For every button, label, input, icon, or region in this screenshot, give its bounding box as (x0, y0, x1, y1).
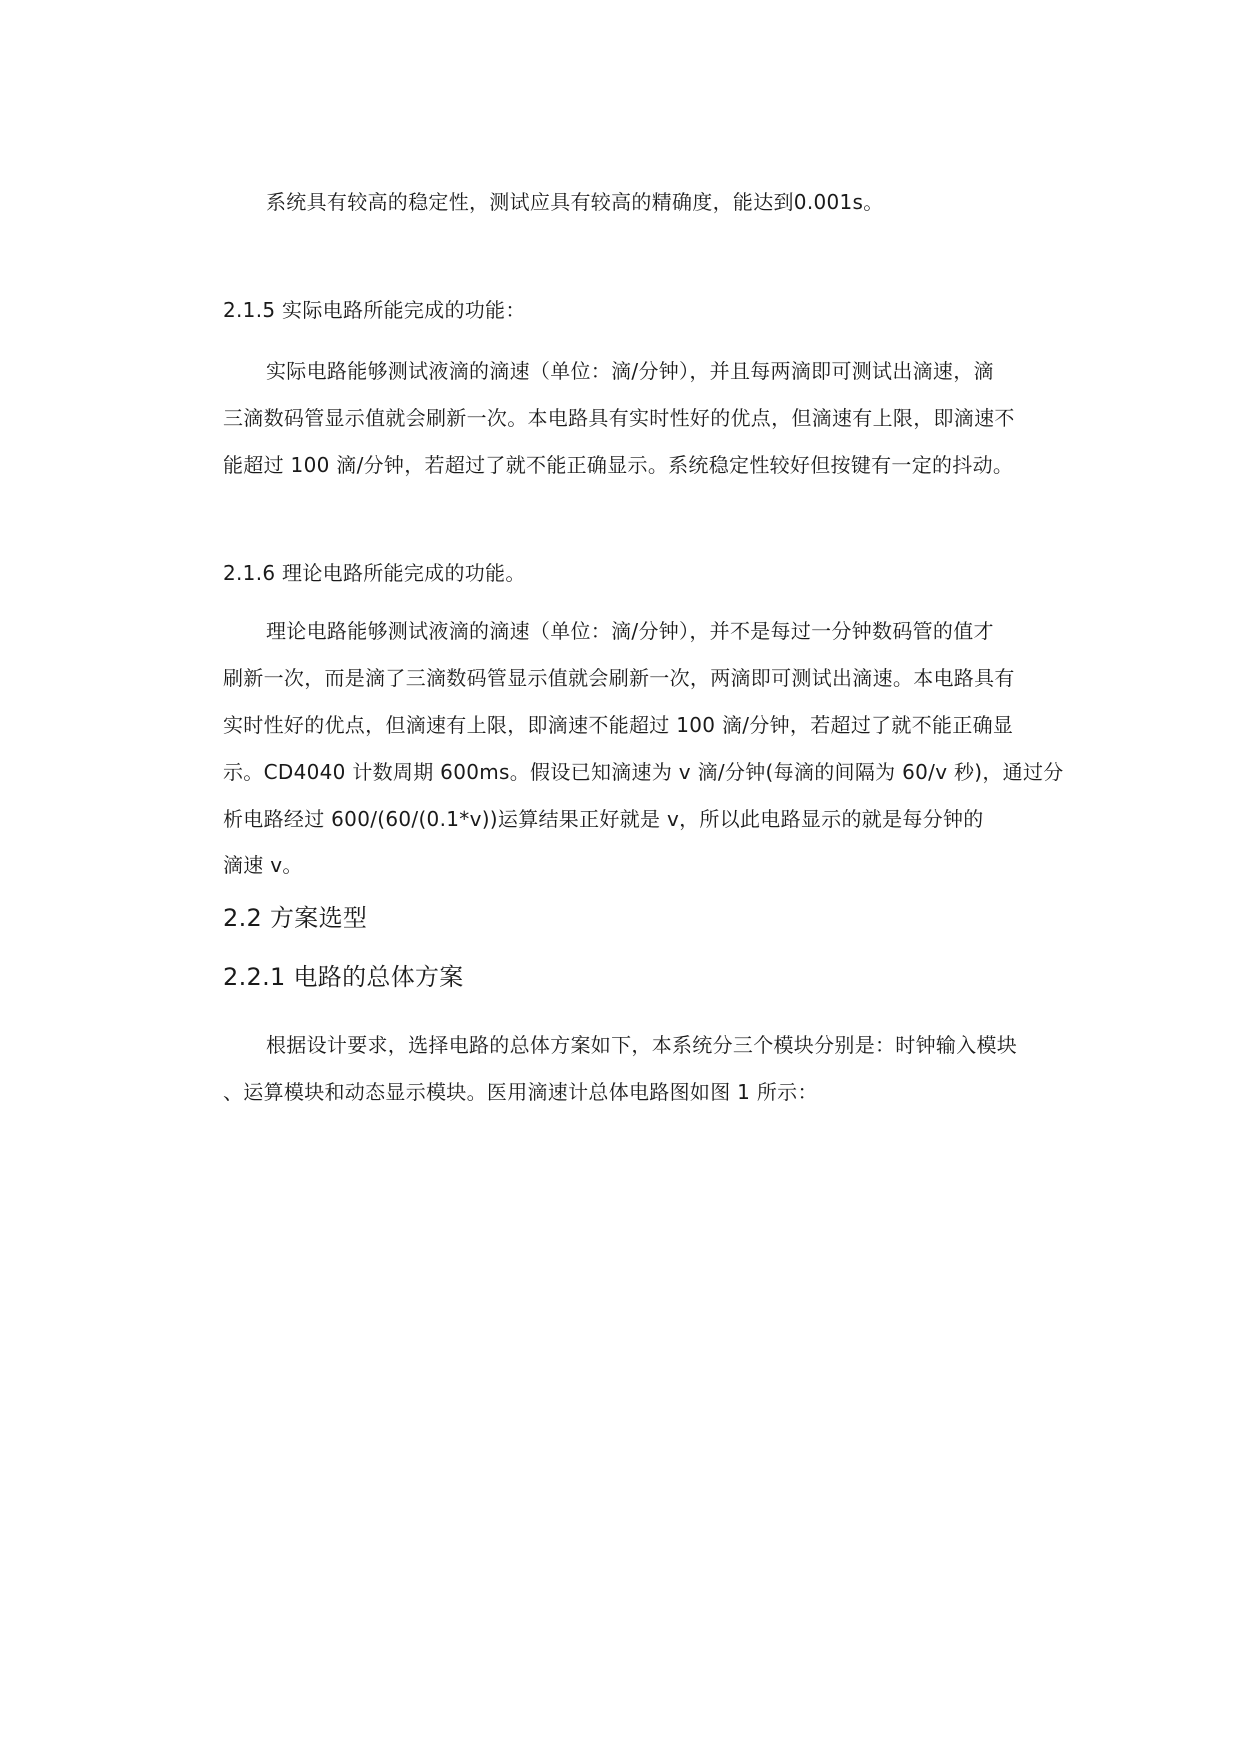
section-2-1-5-line-1: 实际电路能够测试液滴的滴速（单位：滴/分钟），并且每两滴即可测试出滴速，滴 (266, 359, 994, 383)
section-2-1-6-line-4: 示。CD4040 计数周期 600ms。假设已知滴速为 v 滴/分钟(每滴的间隔为 60/v 秒)，通过分 (223, 760, 1064, 784)
section-2-1-5-line-3: 能超过 100 滴/分钟，若超过了就不能正确显示。系统稳定性较好但按键有一定的抖动。 (223, 453, 1014, 477)
intro-paragraph: 系统具有较高的稳定性，测试应具有较高的精确度，能达到0.001s。 (266, 190, 884, 214)
section-2-1-5-line-2: 三滴数码管显示值就会刷新一次。本电路具有实时性好的优点，但滴速有上限，即滴速不 (223, 406, 1015, 430)
section-2-1-6-line-1: 理论电路能够测试液滴的滴速（单位：滴/分钟），并不是每过一分钟数码管的值才 (266, 619, 994, 643)
section-2-1-6-line-2: 刷新一次，而是滴了三滴数码管显示值就会刷新一次，两滴即可测试出滴速。本电路具有 (223, 666, 1015, 690)
section-2-1-6-line-3: 实时性好的优点，但滴速有上限，即滴速不能超过 100 滴/分钟，若超过了就不能正确显 (223, 713, 1014, 737)
section-2-1-6-heading: 2.1.6 理论电路所能完成的功能。 (223, 561, 526, 585)
section-2-1-6-line-6: 滴速 v。 (223, 853, 303, 877)
section-2-1-5-heading: 2.1.5 实际电路所能完成的功能： (223, 298, 526, 322)
section-2-2-1-line-1: 根据设计要求，选择电路的总体方案如下，本系统分三个模块分别是：时钟输入模块 (266, 1033, 1018, 1057)
section-2-2-1-heading: 2.2.1 电路的总体方案 (223, 963, 464, 991)
section-2-2-heading: 2.2 方案选型 (223, 904, 368, 932)
section-2-2-1-line-2: 、运算模块和动态显示模块。医用滴速计总体电路图如图 1 所示： (223, 1080, 818, 1104)
section-2-1-6-line-5: 析电路经过 600/(60/(0.1*v))运算结果正好就是 v，所以此电路显示的就是每分钟的 (223, 807, 984, 831)
